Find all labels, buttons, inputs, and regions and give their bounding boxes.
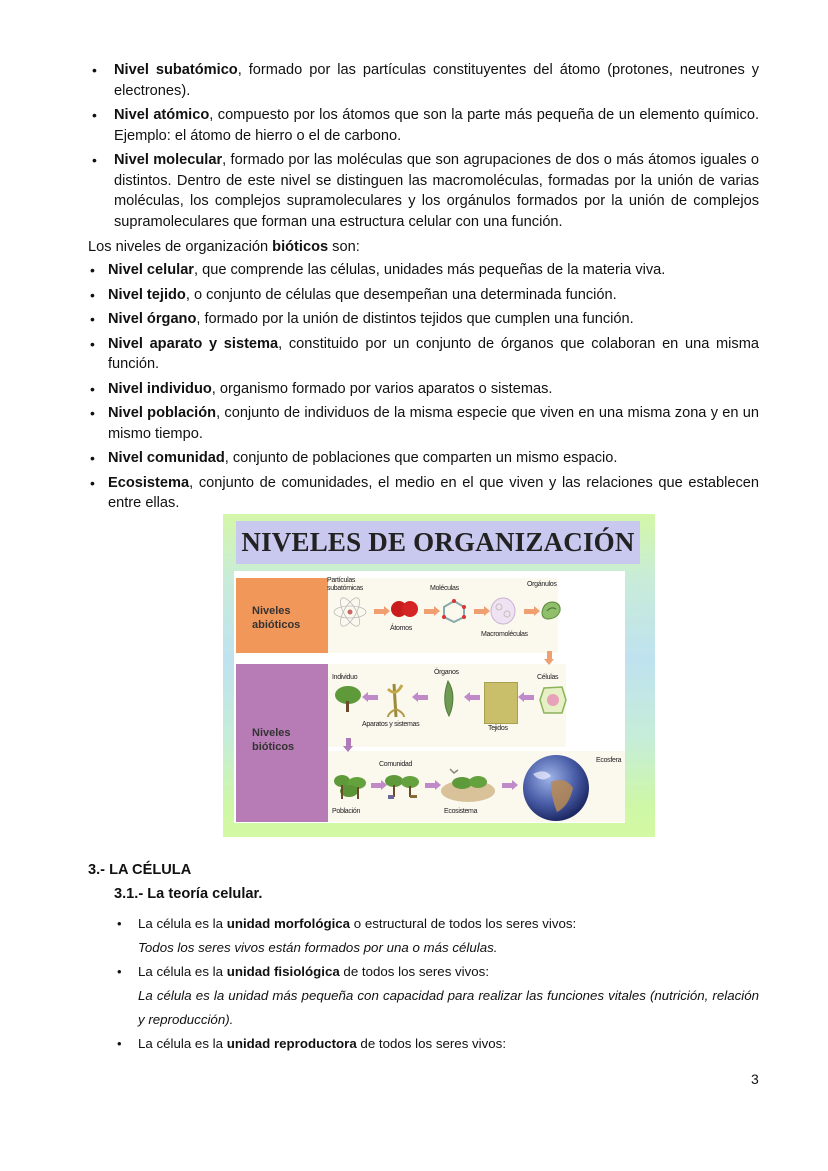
atom-model-icon (332, 597, 368, 627)
item-text-end: de todos los seres vivos: (356, 1036, 507, 1051)
label-organelles: Orgánulos (527, 581, 557, 588)
label-systems: Aparatos y sistemas (362, 721, 420, 728)
term: Nivel subatómico (114, 62, 238, 78)
label-tissues: Tejidos (488, 725, 508, 732)
arrow-left (418, 695, 428, 700)
item-explanation: Todos los seres vivos están formados por una o más células. (138, 940, 498, 955)
term: Nivel aparato y sistema (108, 335, 279, 352)
label-individual: Individuo (332, 674, 358, 681)
arrow-right (374, 609, 384, 614)
arrow-right (502, 783, 512, 788)
abiotic-levels-list (88, 60, 759, 232)
community-icon (384, 771, 420, 801)
biotic-intro (88, 237, 759, 258)
label-subatomic-1: Partículas (327, 577, 356, 584)
label-ecosphere: Ecosfera (596, 757, 622, 764)
label-organs: Órganos (434, 669, 459, 676)
item-bold: unidad morfológica (226, 916, 351, 931)
term: Nivel población (108, 405, 217, 421)
definition: , que comprende las células, unidades más pequeñas de la materia viva. (194, 262, 666, 278)
label-molecules: Moléculas (430, 585, 459, 592)
section-title: 3.- LA CÉLULA (88, 862, 192, 878)
cell-theory-list (114, 912, 759, 1056)
list-item (88, 379, 759, 400)
arrow-right (425, 783, 435, 788)
arrow-left (470, 695, 480, 700)
arrow-right (474, 609, 484, 614)
list-item (88, 285, 759, 306)
term: Nivel atómico (114, 107, 210, 123)
definition: , conjunto de poblaciones que comparten un mismo espacio. (224, 450, 618, 466)
ecosystem-icon (440, 767, 496, 803)
biotic-levels-section (88, 260, 759, 518)
macromolecule-icon (488, 595, 518, 627)
intro-text-end: son: (328, 239, 360, 255)
list-item (114, 1032, 759, 1056)
list-item (88, 334, 759, 375)
definition: , compuesto por los átomos que son la parte más pequeña de un elemento químico. Ejemplo: el átomo de hierro o el de carbono. (114, 107, 759, 144)
item-text: La célula es la (138, 1036, 227, 1051)
abiotic-levels-section (88, 60, 759, 236)
term: Ecosistema (108, 474, 190, 491)
item-text-end: o estructural de todos los seres vivos: (350, 916, 577, 931)
definition: , formado por las moléculas que son agrupaciones de dos o más átomos iguales o distintos. Dentro de este nivel se distinguen las macromoléculas, formadas por la unión de varias moléculas, los complejos supramoleculares y los orgánulos formados por la unión de complejos supramoleculares que forman una estructura celular con una función. (114, 152, 759, 230)
arrow-right (424, 609, 434, 614)
label-atoms: Átomos (390, 625, 412, 632)
cell-icon (538, 684, 568, 716)
diagram-title: NIVELES DE ORGANIZACIÓN (241, 527, 635, 557)
biotic-levels-list (88, 260, 759, 514)
definition: , conjunto de individuos de la misma especie que viven en una misma zona y en un mismo tiempo. (108, 405, 759, 442)
biotic-box-label-1: Niveles (252, 727, 291, 739)
organization-levels-diagram (223, 514, 655, 837)
list-item (88, 403, 759, 444)
item-text-end: de todos los seres vivos: (339, 964, 490, 979)
item-bold: unidad fisiológica (226, 964, 340, 979)
definition: , formado por las partículas constituyentes del átomo (protones, neutrones y electrones). (114, 62, 759, 99)
arrow-right (524, 609, 534, 614)
list-item (114, 960, 759, 1032)
label-ecosystem: Ecosistema (444, 808, 478, 815)
list-item (88, 150, 759, 232)
definition: , formado por la unión de distintos tejidos que cumplen una función. (196, 311, 634, 327)
term: Nivel molecular (114, 152, 223, 168)
label-subatomic-2: subatómicas (327, 585, 363, 592)
diagram-title-box (236, 521, 640, 564)
diagram-panel (234, 571, 625, 823)
tree-individual-icon (334, 683, 362, 713)
molecule-icon (439, 597, 469, 625)
item-text: La célula es la (138, 964, 227, 979)
earth-ecosphere-icon (521, 754, 591, 822)
item-explanation: La célula es la unidad más pequeña con capacidad para realizar las funciones vitales (nutrición, relación y reproducción). (138, 988, 759, 1027)
abiotic-levels-box (236, 578, 328, 653)
biotic-box-label-2: bióticos (252, 741, 295, 753)
arrow-left (524, 695, 534, 700)
arrow-right (371, 783, 381, 788)
term: Nivel comunidad (108, 450, 225, 466)
arrow-down (346, 738, 351, 746)
label-cells: Células (537, 674, 559, 681)
atoms-icon (390, 599, 420, 619)
abiotic-box-label-1: Niveles (252, 605, 291, 617)
population-icon (333, 771, 367, 801)
list-item (88, 260, 759, 281)
definition: , o conjunto de células que desempeñan una determinada función. (185, 286, 617, 303)
leaf-organ-icon (439, 679, 457, 717)
term: Nivel celular (108, 262, 194, 278)
label-macromolecules: Macromoléculas (481, 631, 528, 638)
list-item (88, 60, 759, 101)
list-item (88, 448, 759, 469)
organelle-icon (539, 599, 563, 621)
biotic-levels-box (236, 664, 328, 822)
cell-theory-section (114, 912, 759, 1056)
definition: , constituido por un conjunto de órganos que colaboran en una misma función. (108, 335, 759, 372)
list-item (88, 105, 759, 146)
intro-text: Los niveles de organización (88, 239, 273, 255)
tissue-icon (484, 682, 518, 724)
definition: , organismo formado por varios aparatos o sistemas. (211, 380, 553, 397)
item-text: La célula es la (138, 916, 227, 931)
term: Nivel órgano (108, 311, 197, 327)
term: Nivel individuo (108, 380, 212, 397)
label-community: Comunidad (379, 761, 413, 768)
page-number: 3 (751, 1071, 759, 1087)
term: Nivel tejido (108, 286, 186, 303)
subsection-title: 3.1.- La teoría celular. (114, 886, 263, 902)
item-bold: unidad reproductora (226, 1036, 357, 1051)
abiotic-box-label-2: abióticos (252, 619, 301, 631)
list-item (88, 473, 759, 514)
definition: , conjunto de comunidades, el medio en el que viven y las relaciones que establecen entre ellas. (108, 474, 759, 511)
label-population: Población (332, 808, 361, 815)
arrow-left (368, 695, 378, 700)
list-item (114, 912, 759, 960)
intro-bold: bióticos (272, 239, 329, 255)
arrow-down (547, 651, 552, 659)
plant-systems-icon (384, 679, 406, 719)
list-item (88, 309, 759, 330)
